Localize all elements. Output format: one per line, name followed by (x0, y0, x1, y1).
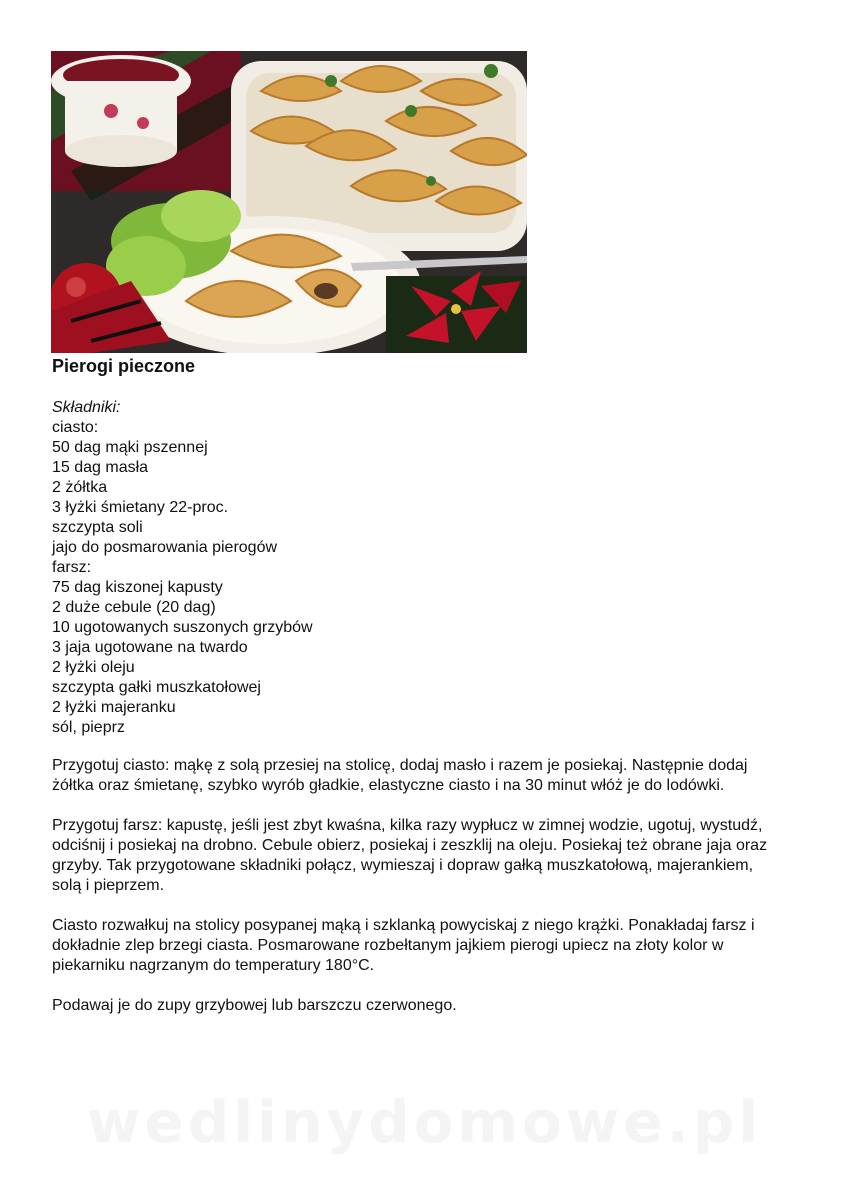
watermark: wedlinydomowe.pl (86, 1088, 763, 1156)
ingredient-line: 3 jaja ugotowane na twardo (52, 639, 248, 656)
ingredient-line: 3 łyżki śmietany 22-proc. (52, 499, 229, 516)
ingredient-line: 50 dag mąki pszennej (52, 439, 208, 456)
ingredient-line: 75 dag kiszonej kapusty (52, 579, 223, 596)
ingredient-line: 2 łyżki oleju (52, 659, 135, 676)
ingredient-line: 2 duże cebule (20 dag) (52, 599, 216, 616)
ingredient-line: jajo do posmarowania pierogów (52, 539, 278, 556)
recipe-photo (51, 51, 527, 353)
pierogi-photo-illustration (51, 51, 527, 353)
step-paragraph: Przygotuj farsz: kapustę, jeśli jest zbyt kwaśna, kilka razy wypłucz w zimnej wodzie, ugotuj, wystudź, odciśnij i posiekaj na drobno. Cebule obierz, posiekaj i zeszklij na oleju. Posiekaj też obrane jaja oraz grzyby. Tak przygotowane składniki połącz, wymieszaj i dopraw gałką muszkatołową, majerankiem, solą i pieprzem. (52, 817, 768, 894)
ingredient-line: 10 ugotowanych suszonych grzybów (52, 619, 313, 636)
ingredient-line: szczypta soli (52, 519, 143, 536)
ingredient-line: 2 łyżki majeranku (52, 699, 176, 716)
preparation-steps (52, 756, 782, 1036)
step-paragraph: Ciasto rozwałkuj na stolicy posypanej mąką i szklanką powyciskaj z niego krążki. Ponakładaj farsz i dokładnie zlep brzegi ciasta. Posmarowane rozbełtanym jajkiem pierogi upiecz na złoty kolor w piekarniku nagrzanym do temperatury 180°C. (52, 917, 755, 974)
ingredient-line: farsz: (52, 559, 92, 576)
step-paragraph: Przygotuj ciasto: mąkę z solą przesiej na stolicę, dodaj masło i razem je posiekaj. Następnie dodaj żółtka oraz śmietanę, szybko wyrób gładkie, elastyczne ciasto i na 30 minut włóż je do lodówki. (52, 757, 748, 794)
poinsettia (386, 271, 527, 353)
ingredients-section (52, 398, 313, 738)
ingredient-line: ciasto: (52, 419, 99, 436)
recipe-title: Pierogi pieczone (52, 356, 196, 376)
ingredient-line: sól, pieprz (52, 719, 125, 736)
step-paragraph: Podawaj je do zupy grzybowej lub barszczu czerwonego. (52, 997, 457, 1014)
ingredient-line: szczypta gałki muszkatołowej (52, 679, 261, 696)
ingredient-line: 2 żółtka (52, 479, 108, 496)
ingredient-line: 15 dag masła (52, 459, 149, 476)
ingredients-label: Składniki: (52, 399, 121, 416)
